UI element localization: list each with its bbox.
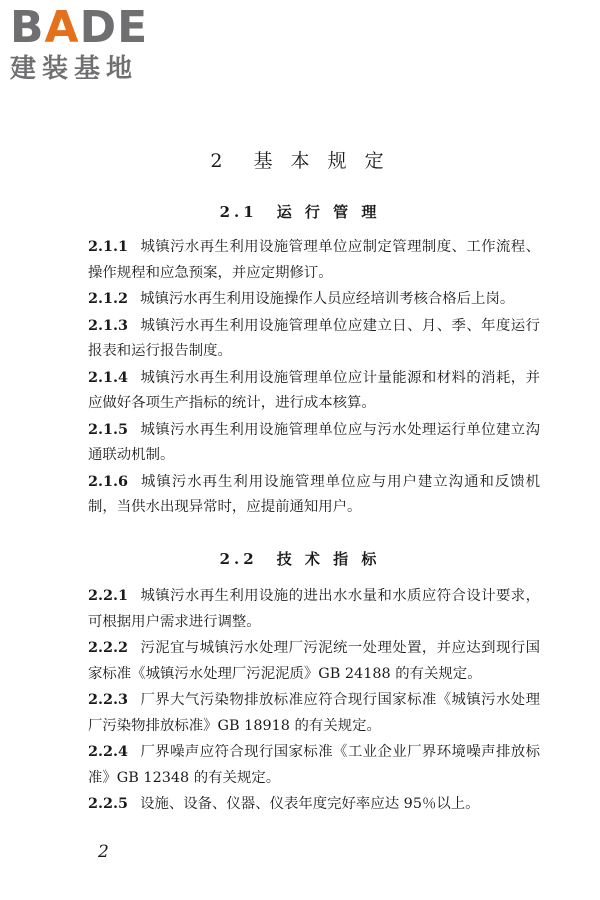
clause-number: 2.1.6 (88, 472, 129, 490)
logo-subtitle: 建装基地 (10, 54, 139, 84)
clause-number: 2.1.3 (88, 316, 129, 334)
clause-number: 2.1.4 (88, 368, 129, 386)
clause (88, 635, 540, 687)
clause-text: 污泥宜与城镇污水处理厂污泥统一处理处置，并应达到现行国家标准《城镇污水处理厂污泥泥质》GB 24188 的有关规定。 (88, 640, 540, 682)
clause (88, 313, 540, 365)
clause-list (88, 234, 540, 521)
clause (88, 365, 540, 417)
clause-text: 厂界大气污染物排放标准应符合现行国家标准《城镇污水处理厂污染物排放标准》GB 18918 的有关规定。 (88, 692, 540, 734)
clause-number: 2.1.2 (88, 290, 129, 307)
clause-number: 2.2.4 (88, 743, 129, 760)
clause-text: 城镇污水再生利用设施管理单位应与用户建立沟通和反馈机制，当供水出现异常时，应提前通知用户。 (88, 473, 540, 515)
clause-number: 2.2.3 (88, 691, 129, 708)
clause (88, 234, 540, 286)
clause-text: 设施、设备、仪器、仪表年度完好率应达 95％以上。 (140, 796, 480, 812)
chapter-title: 2 基 本 规 定 (210, 150, 390, 172)
brand-logo (10, 4, 180, 84)
clause-text: 城镇污水再生利用设施管理单位应计量能源和材料的消耗，并应做好各项生产指标的统计，进行成本核算。 (88, 369, 540, 411)
page-number: 2 (98, 842, 109, 862)
clause-text: 城镇污水再生利用设施管理单位应与污水处理运行单位建立沟通联动机制。 (88, 421, 540, 463)
clause (88, 417, 540, 469)
clause (88, 687, 540, 739)
section-title: 2.2 技 术 指 标 (219, 550, 381, 568)
clause (88, 791, 540, 818)
section-title: 2.1 运 行 管 理 (219, 203, 381, 221)
clause (88, 583, 540, 635)
clause-text: 城镇污水再生利用设施的进出水水量和水质应符合设计要求，可根据用户需求进行调整。 (88, 588, 540, 630)
clause-text: 城镇污水再生利用设施操作人员应经培训考核合格后上岗。 (140, 291, 515, 307)
clause-text: 城镇污水再生利用设施管理单位应制定管理制度、工作流程、操作规程和应急预案，并应定期修订。 (88, 239, 540, 281)
clause-text: 厂界噪声应符合现行国家标准《工业企业厂界环境噪声排放标准》GB 12348 的有关规定。 (88, 744, 540, 786)
clause (88, 739, 540, 791)
clause-list (88, 583, 540, 818)
clause (88, 286, 540, 313)
clause-text: 城镇污水再生利用设施管理单位应建立日、月、季、年度运行报表和运行报告制度。 (88, 317, 540, 359)
clause-number: 2.2.5 (88, 795, 129, 812)
clause-number: 2.2.1 (88, 587, 129, 604)
clause-number: 2.1.5 (88, 420, 129, 438)
clause (88, 469, 540, 521)
clause-number: 2.1.1 (88, 238, 129, 255)
clause-number: 2.2.2 (88, 639, 129, 656)
logo-wordmark: BADE (10, 2, 149, 53)
